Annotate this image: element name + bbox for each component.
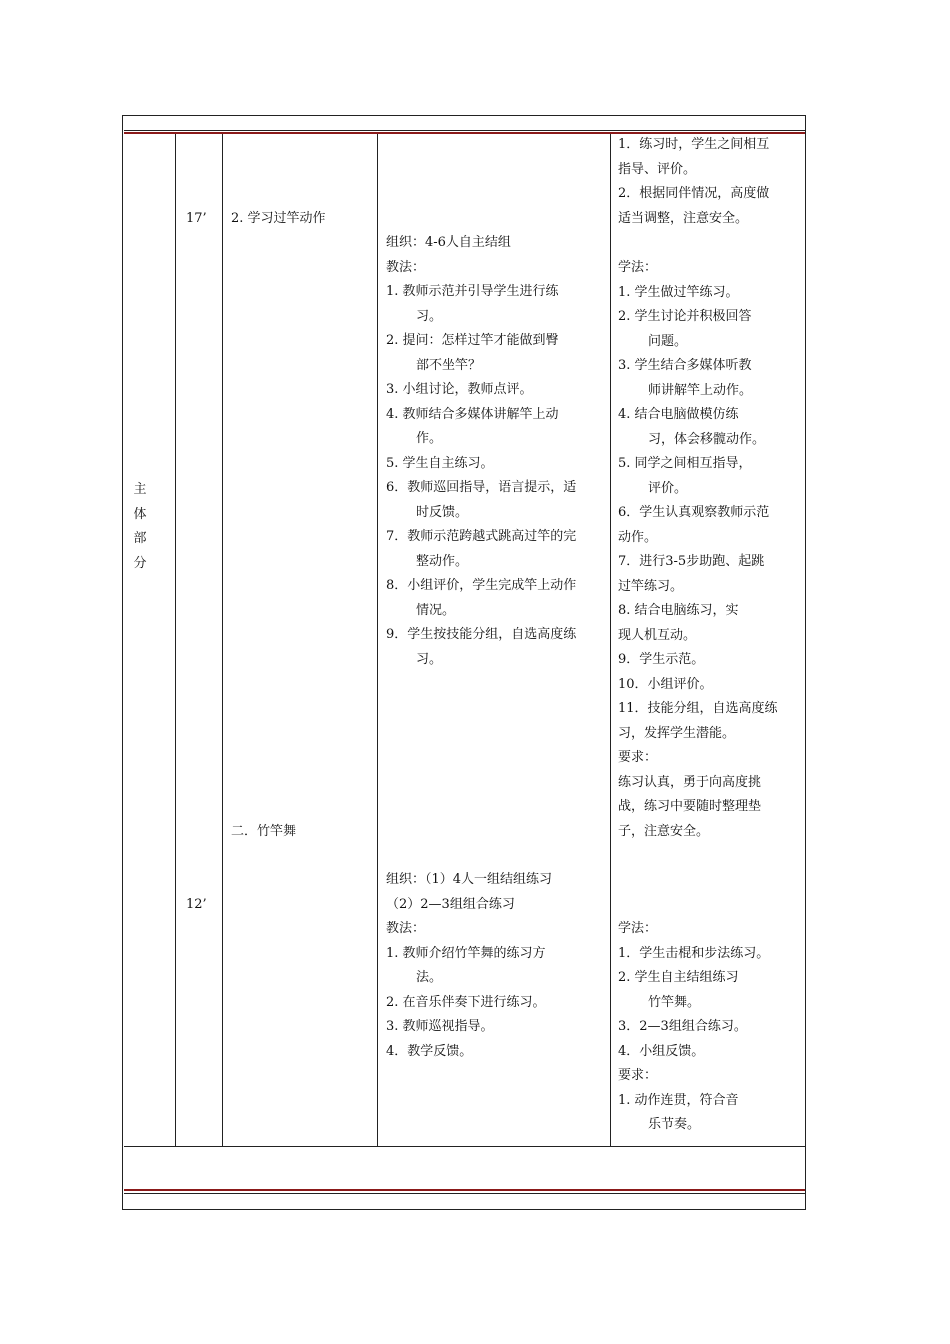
text-line: 5. 学生自主练习。 — [386, 455, 494, 471]
text-line: 师讲解竿上动作。 — [648, 382, 753, 398]
text-line: 2. 在音乐伴奏下进行练习。 — [386, 994, 546, 1010]
text-line: 过竿练习。 — [618, 578, 684, 594]
student-method-list-2 — [618, 917, 769, 1138]
content-item-bamboo-dance: 二．竹竿舞 — [231, 824, 297, 839]
text-line: 教法： — [386, 259, 426, 275]
text-line: 1. 学生做过竿练习。 — [618, 284, 739, 300]
text-line: 8. 结合电脑练习，实 — [618, 603, 739, 618]
text-line: 1. 动作连贯，符合音 — [618, 1092, 739, 1108]
text-line: 9．学生按技能分组，自选高度练 — [386, 627, 577, 642]
text-line: 组织：4-6人自主结组 — [386, 235, 511, 250]
text-line: 要求： — [618, 1068, 658, 1083]
text-line: 2. 学生讨论并积极回答 — [618, 309, 752, 324]
text-line: 战，练习中要随时整理垫 — [618, 799, 762, 814]
text-line: 法。 — [416, 970, 443, 985]
text-line: 3．2—3组组合练习。 — [618, 1019, 747, 1034]
text-line: 时反馈。 — [416, 504, 469, 520]
text-line: 10．小组评价。 — [618, 676, 713, 692]
text-line: 11．技能分组，自选高度练 — [618, 701, 778, 716]
text-line: 4. 教师结合多媒体讲解竿上动 — [386, 406, 559, 422]
text-line: 习。 — [416, 308, 443, 324]
text-line: 习，发挥学生潜能。 — [618, 725, 736, 741]
text-line: 8．小组评价，学生完成竿上动作 — [386, 578, 577, 593]
text-line: 1. 教师介绍竹竿舞的练习方 — [386, 945, 546, 961]
text-line: 2. 提问：怎样过竿才能做到臀 — [386, 333, 559, 348]
text-line: 作。 — [416, 431, 443, 446]
text-line: 竹竿舞。 — [648, 994, 701, 1010]
text-line: 问题。 — [648, 333, 688, 349]
text-line: 乐节奏。 — [648, 1117, 701, 1132]
column-divider-2 — [222, 134, 223, 1146]
text-line: 习。 — [416, 651, 443, 667]
text-line: 指导、评价。 — [618, 161, 697, 177]
section-label-main-part — [130, 478, 150, 576]
text-line: 3. 教师巡视指导。 — [386, 1019, 494, 1034]
text-line: 6．学生认真观察教师示范 — [618, 505, 770, 520]
text-line: 子，注意安全。 — [618, 823, 710, 839]
text-line: 1．练习时，学生之间相互 — [618, 137, 770, 152]
column-divider-4 — [610, 134, 611, 1146]
red-rule-bottom — [124, 1189, 805, 1191]
time-17: 17’ — [186, 211, 207, 226]
text-line: 4．教学反馈。 — [386, 1043, 473, 1059]
section-label-char: 主 — [133, 482, 147, 497]
teacher-method-list-2 — [386, 868, 552, 1064]
table-footer-line — [124, 1193, 805, 1194]
section-label-char: 部 — [133, 531, 147, 546]
text-line: 动作。 — [618, 529, 658, 545]
text-line: 1．学生击棍和步法练习。 — [618, 945, 770, 961]
text-line: 6．教师巡回指导，语言提示，适 — [386, 480, 577, 495]
text-line: 练习认真，勇于向高度挑 — [618, 774, 762, 790]
text-line: 学法： — [618, 921, 658, 936]
teacher-method-list-1 — [386, 231, 576, 672]
column-divider-1 — [175, 134, 176, 1146]
text-line: 适当调整，注意安全。 — [618, 210, 749, 226]
text-line: 4. 结合电脑做模仿练 — [618, 407, 739, 422]
text-line: 7．教师示范跨越式跳高过竿的完 — [386, 529, 577, 544]
section-label-char: 体 — [133, 506, 147, 522]
text-line: 评价。 — [648, 480, 688, 496]
text-line: 学法： — [618, 260, 658, 275]
text-line: 情况。 — [416, 602, 456, 618]
section-label-char: 分 — [133, 555, 147, 571]
text-line: 组织：（1）4人一组结组练习 — [386, 872, 553, 887]
student-notes-top — [618, 133, 769, 231]
table-row-divider — [124, 1146, 805, 1147]
text-line: 3. 小组讨论，教师点评。 — [386, 382, 533, 397]
text-line: 2．根据同伴情况，高度做 — [618, 186, 770, 201]
text-line: 3. 学生结合多媒体听教 — [618, 358, 752, 373]
text-line: 9．学生示范。 — [618, 652, 705, 667]
time-12: 12’ — [186, 897, 207, 912]
text-line: 习，体会移髋动作。 — [648, 431, 766, 447]
text-line: 整动作。 — [416, 553, 469, 569]
text-line: 部不坐竿？ — [416, 357, 482, 373]
text-line: 要求： — [618, 750, 658, 765]
content-item-jump: 2. 学习过竿动作 — [231, 211, 326, 226]
text-line: 教法： — [386, 921, 426, 936]
text-line: 2. 学生自主结组练习 — [618, 970, 739, 985]
table-header-line — [124, 130, 805, 131]
text-line: 7．进行3-5步助跑、起跳 — [618, 554, 765, 569]
text-line: （2）2—3组组合练习 — [386, 896, 515, 912]
student-method-list-1 — [618, 256, 778, 844]
text-line: 1. 教师示范并引导学生进行练 — [386, 284, 559, 299]
text-line: 5. 同学之间相互指导， — [618, 456, 752, 471]
text-line: 现人机互动。 — [618, 627, 697, 643]
column-divider-3 — [377, 134, 378, 1146]
text-line: 4．小组反馈。 — [618, 1043, 705, 1059]
